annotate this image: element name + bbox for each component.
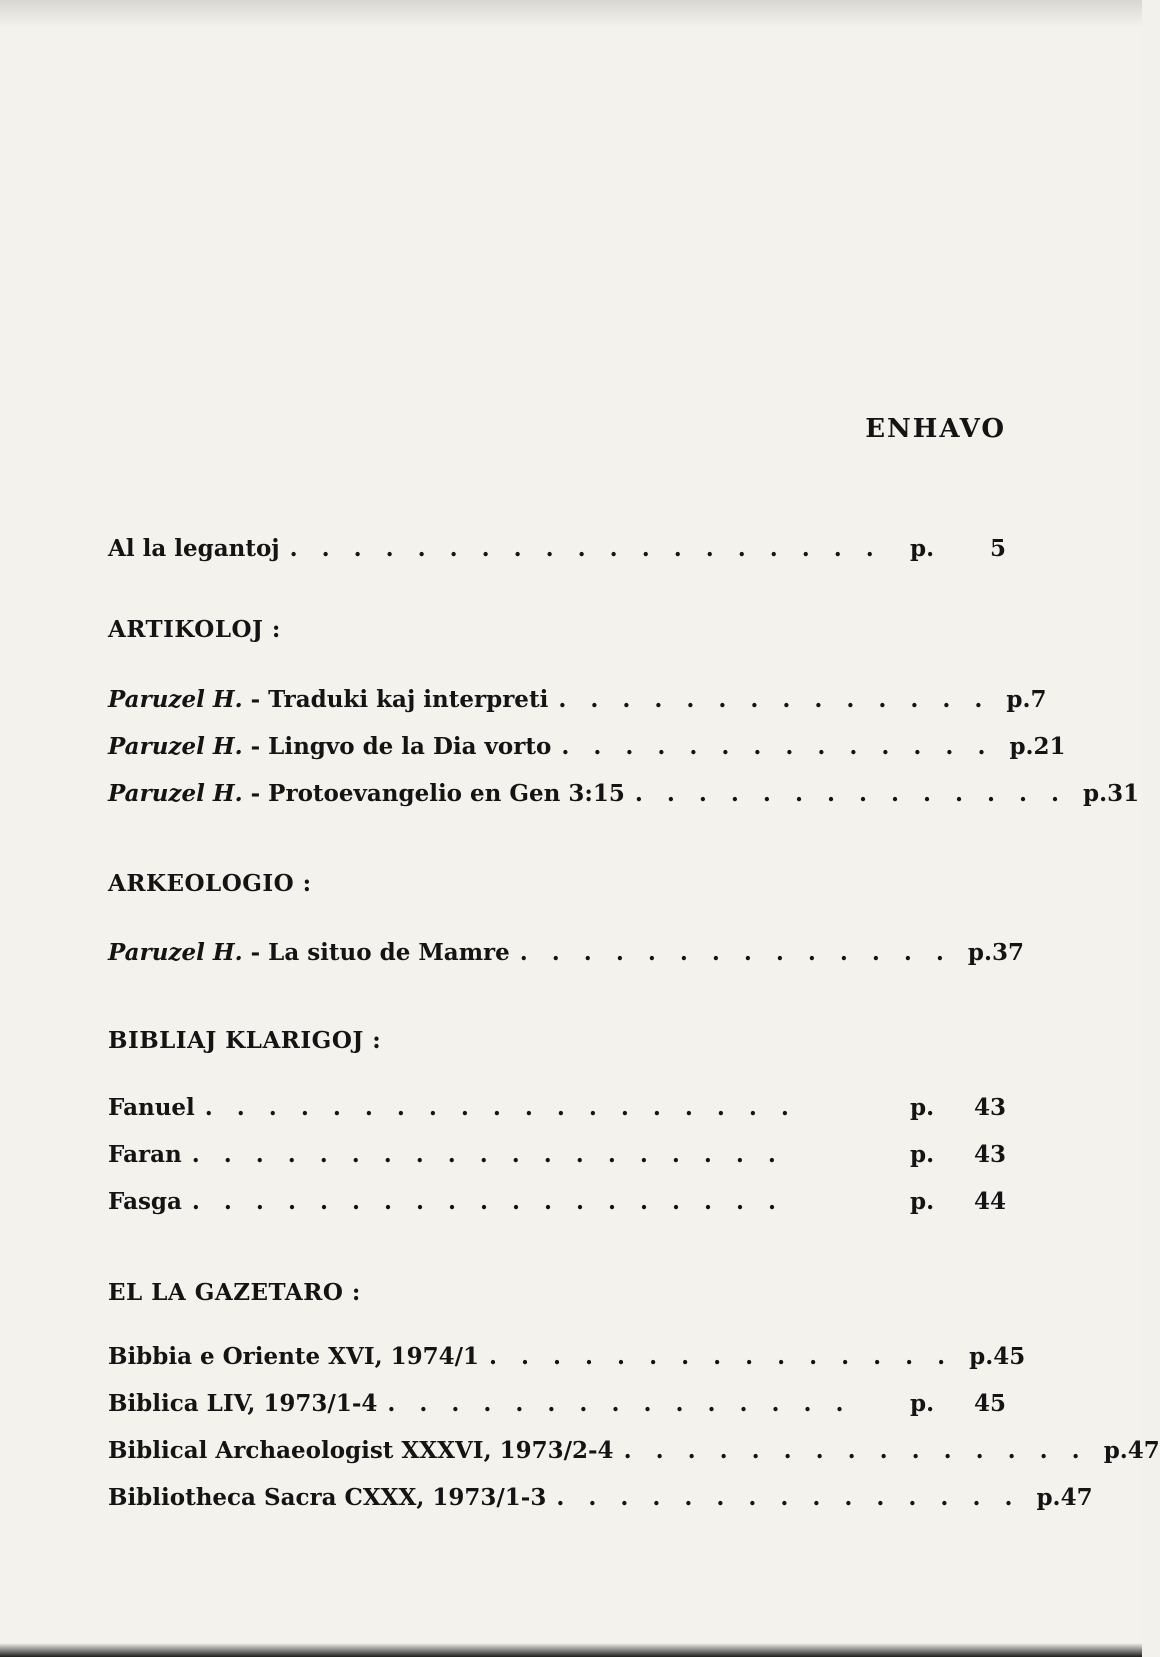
section-heading-arkeologio: ARKEOLOGIO :: [108, 870, 312, 897]
entry-dash: -: [250, 780, 261, 807]
leader-dots: ..............: [561, 733, 1010, 760]
page-bottom-edge: [0, 1643, 1142, 1657]
leader-dots: ...............: [623, 1437, 1104, 1464]
leader-dots: ..............: [634, 780, 1084, 807]
paper-stain: [0, 0, 1142, 28]
entry-dash: -: [250, 733, 261, 760]
entry-title: Faran: [108, 1141, 182, 1168]
toc-entry: [108, 1390, 1006, 1424]
toc-entry: [108, 1484, 1093, 1518]
entry-title: Al la legantoj: [108, 535, 280, 562]
entry-title: Fanuel: [108, 1094, 195, 1121]
page-label: p.: [969, 1343, 994, 1370]
leader-dots: ...............: [387, 1390, 868, 1417]
page-label: p.: [967, 939, 992, 966]
entry-title: Biblical Archaeologist XXXVI, 1973/2-4: [108, 1437, 614, 1464]
leader-dots: ...............: [556, 1484, 1037, 1511]
toc-entry: [108, 1094, 1006, 1128]
leader-dots: ..............: [558, 686, 1007, 713]
entry-title: Traduki kaj interpreti: [268, 686, 549, 713]
leader-dots: ...................: [289, 535, 898, 562]
page-label: p.: [910, 1188, 935, 1215]
entry-author: Paruzel H.: [108, 780, 243, 807]
section-heading-bibliaj-klarigoj: BIBLIAJ KLARIGOJ :: [108, 1027, 382, 1054]
entry-title: Protoevangelio en Gen 3:15: [268, 780, 625, 807]
page-label: p.: [1083, 780, 1108, 807]
toc-entry: [108, 686, 1047, 720]
page-label: p.: [1036, 1484, 1061, 1511]
page-number: 47: [1127, 1437, 1160, 1464]
page-label: p.: [910, 1141, 935, 1168]
leader-dots: ...................: [191, 1141, 800, 1168]
leader-dots: ...............: [489, 1343, 970, 1370]
page-label: p.: [910, 1390, 935, 1417]
section-heading-artikoloj: ARTIKOLOJ :: [108, 616, 281, 643]
page-number: 45: [973, 1390, 1006, 1417]
page-label: p.: [910, 1094, 935, 1121]
entry-author: Paruzel H.: [108, 686, 243, 713]
page-number: 43: [973, 1141, 1006, 1168]
page-number: 45: [993, 1343, 1026, 1370]
toc-entry: [108, 1437, 1160, 1471]
page-title: ENHAVO: [865, 414, 1006, 444]
entry-title: La situo de Mamre: [268, 939, 510, 966]
entry-author: Paruzel H.: [108, 939, 243, 966]
page-label: p.: [910, 535, 935, 562]
page-number: 47: [1060, 1484, 1093, 1511]
entry-title: Biblica LIV, 1973/1-4: [108, 1390, 378, 1417]
toc-entry: [108, 939, 1025, 973]
toc-entry: [108, 733, 1066, 767]
leader-dots: ...................: [204, 1094, 813, 1121]
leader-dots: ...................: [191, 1188, 801, 1215]
entry-title: Bibbia e Oriente XVI, 1974/1: [108, 1343, 480, 1370]
page-number: 21: [1033, 733, 1066, 760]
page-number: 43: [973, 1094, 1006, 1121]
toc-entry: [108, 1141, 1006, 1175]
page-number: 31: [1107, 780, 1140, 807]
page-number: 5: [989, 535, 1006, 562]
page-number: 7: [1030, 686, 1047, 713]
leader-dots: ..............: [519, 939, 968, 966]
entry-author: Paruzel H.: [108, 733, 243, 760]
section-heading-el-la-gazetaro: EL LA GAZETARO :: [108, 1279, 361, 1306]
toc-entry: [108, 1343, 1026, 1377]
toc-entry: [108, 780, 1140, 814]
page-label: p.: [1103, 1437, 1128, 1464]
page-label: p.: [1009, 733, 1034, 760]
toc-entry-intro: [108, 535, 1006, 569]
page-number: 44: [973, 1188, 1006, 1215]
entry-dash: -: [250, 939, 261, 966]
entry-title: Lingvo de la Dia vorto: [268, 733, 552, 760]
page-number: 37: [992, 939, 1025, 966]
entry-title: Bibliotheca Sacra CXXX, 1973/1-3: [108, 1484, 547, 1511]
page-label: p.: [1006, 686, 1031, 713]
toc-entry: [108, 1188, 1006, 1222]
entry-dash: -: [250, 686, 261, 713]
entry-title: Fasga: [108, 1188, 182, 1215]
